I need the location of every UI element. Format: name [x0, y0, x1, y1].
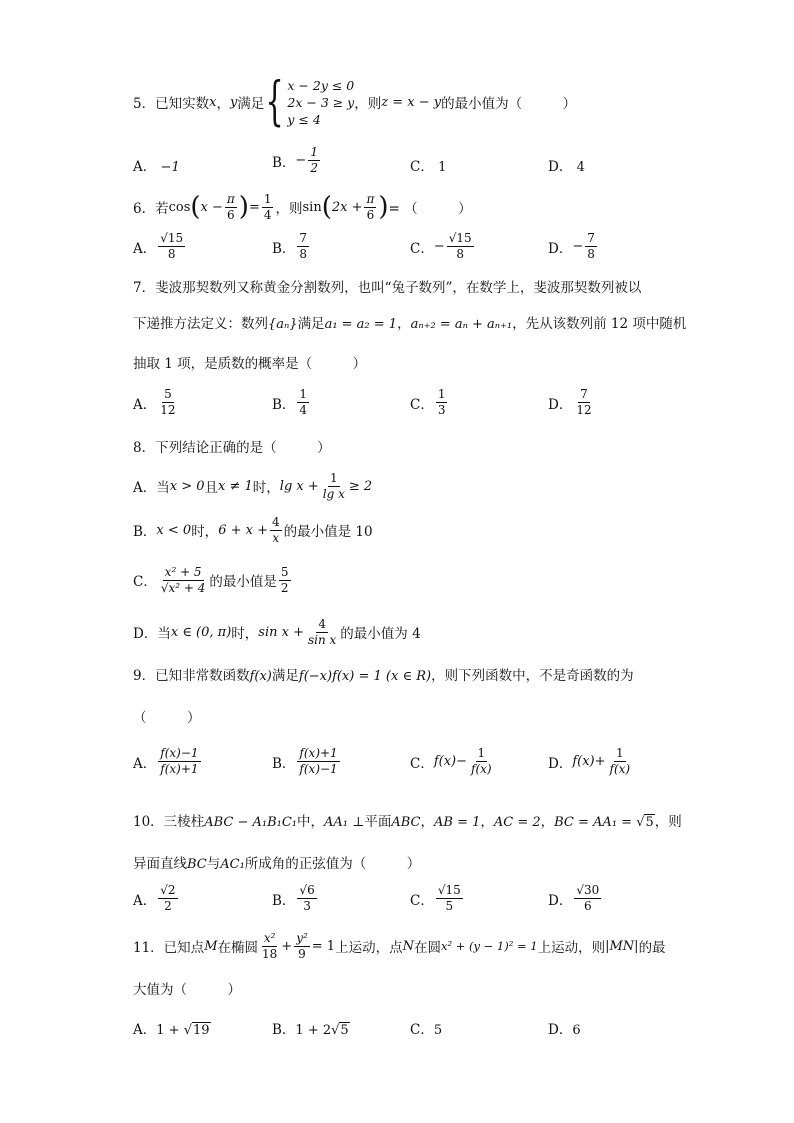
option-value: −1 — [160, 160, 180, 175]
sqrt-icon: √ — [183, 1023, 192, 1038]
option-label: A．当 — [133, 480, 170, 496]
numerator: x² + 5 — [164, 564, 202, 579]
q5-ineq-3: y ≤ 4 — [287, 111, 321, 127]
q6-sin: sin — [302, 199, 322, 215]
numerator: 1 — [310, 145, 318, 159]
q5-stem — [133, 72, 576, 132]
option-label: D． — [548, 755, 573, 772]
q8d-text: 时， — [231, 626, 259, 642]
q10-option-a[interactable] — [133, 883, 180, 914]
denominator: 6 — [366, 207, 375, 222]
option-fraction — [158, 231, 185, 262]
q10-text: ， — [480, 814, 494, 830]
q10-prism: ABC − A₁B₁C₁ — [204, 815, 297, 830]
denominator: 2 — [164, 899, 172, 913]
numerator: f(x)−1 — [160, 746, 199, 760]
numerator: 7 — [299, 231, 308, 245]
option-label: D． — [548, 396, 573, 413]
q8-option-a[interactable] — [133, 466, 372, 506]
denominator: f(x)+1 — [160, 762, 199, 776]
q10-line-ac1: AC₁ — [220, 857, 245, 872]
denominator: 3 — [303, 899, 311, 913]
q5-option-b[interactable] — [272, 145, 322, 176]
q6-suffix: = （ ） — [388, 201, 472, 217]
radicand: 30 — [583, 883, 600, 897]
q6-option-b[interactable] — [272, 231, 311, 262]
q9-paren: （ ） — [133, 710, 201, 726]
sqrt-icon: √ — [160, 231, 168, 245]
q7-text: 满足 — [297, 316, 325, 332]
q8b-expr: 6 + x + — [218, 522, 268, 538]
radicand: 5 — [645, 815, 654, 830]
option-label: D． — [548, 159, 573, 175]
q6-option-d[interactable] — [548, 231, 599, 262]
denominator: 12 — [576, 403, 592, 417]
option-fraction — [574, 387, 593, 418]
sqrt-icon: √ — [160, 580, 169, 595]
q5-brace-icon: { — [265, 72, 284, 132]
q11-option-b[interactable] — [272, 1018, 350, 1038]
option-fraction — [574, 883, 601, 914]
q9-function: f(x) — [249, 669, 272, 684]
denominator: 18 — [262, 946, 278, 961]
q7-option-d[interactable] — [548, 387, 596, 418]
numerator: 7 — [587, 231, 595, 245]
option-label: B． — [133, 524, 157, 540]
option-fraction — [158, 746, 200, 777]
denominator: 8 — [167, 247, 176, 261]
option-label: C． — [410, 892, 434, 909]
numerator: 1 — [437, 387, 446, 401]
option-label: D．当 — [133, 626, 171, 642]
denominator: f(x)−1 — [299, 762, 338, 776]
q5-suffix: 的最小值为（ ） — [441, 96, 577, 112]
option-fraction — [436, 883, 463, 914]
q8b-text: 时， — [191, 524, 219, 540]
q10-text: 异面直线 — [133, 856, 187, 872]
q7-recurrence: aₙ₊₂ = aₙ + aₙ₊₁ — [410, 317, 513, 332]
q8-stem: 8．下列结论正确的是（ ） — [133, 440, 331, 456]
denominator: 2 — [310, 161, 318, 175]
option-label: D． — [548, 1022, 573, 1038]
q8c-text: 的最小值是 — [209, 574, 277, 590]
denominator: 2 — [280, 580, 289, 595]
q6-sin-arg: 2x + — [331, 199, 363, 215]
q11-text: 在椭圆 — [217, 940, 258, 956]
option-fraction — [608, 746, 633, 777]
q5-option-a[interactable] — [133, 155, 180, 175]
q10-ab: AB = 1 — [434, 815, 481, 830]
denominator: 4 — [299, 403, 308, 417]
q10-ac: AC = 2 — [493, 815, 541, 830]
numerator: 1 — [477, 746, 486, 760]
q7-line-1: 7．斐波那契数列又称黄金分割数列，也叫“兔子数列”，在数学上，斐波那契数列被以 — [133, 280, 642, 296]
denominator: 5 — [445, 899, 454, 913]
q6-eq: = — [248, 199, 260, 215]
q7-line-2 — [133, 312, 686, 332]
option-fraction — [158, 883, 177, 914]
left-paren: ( — [321, 192, 332, 222]
denominator: 8 — [587, 247, 595, 261]
option-sign: − — [572, 239, 584, 254]
q5-then: ，则 — [354, 96, 382, 112]
option-fraction — [297, 746, 339, 777]
q11-option-d[interactable] — [548, 1018, 581, 1038]
option-expr: 1 + 2 — [295, 1023, 332, 1038]
q6-option-c[interactable] — [410, 231, 476, 262]
q5-ineq-2: 2x − 3 ≥ y — [287, 94, 355, 110]
numerator: π — [366, 191, 375, 206]
q6-cos: cos — [168, 199, 191, 215]
q9-condition: f(−x)f(x) = 1 (x ∈ R) — [298, 669, 432, 684]
q9-text: 9．已知非常数函数 — [133, 668, 250, 684]
numerator: 1 — [615, 746, 624, 760]
q7-line-3: 抽取 1 项，是质数的概率是（ ） — [133, 356, 367, 372]
q10-bc: BC = AA₁ = — [554, 815, 637, 830]
denominator: lg x — [322, 486, 345, 501]
q7-initial-cond: a₁ = a₂ = 1 — [324, 317, 398, 332]
sqrt-icon: √ — [299, 883, 308, 897]
option-label: A． — [133, 240, 157, 257]
option-expr: 1 + — [156, 1023, 184, 1038]
right-paren: ) — [238, 192, 249, 222]
q11-text: 的最 — [638, 940, 666, 956]
numerator: π — [226, 191, 235, 206]
q8d-expr: sin x + — [258, 624, 304, 640]
q11-ellipse-rhs: = 1 — [311, 938, 336, 954]
denominator: 6 — [583, 899, 592, 913]
q5-sep: ， — [216, 96, 230, 112]
q11-option-a[interactable] — [133, 1018, 211, 1038]
q10-text: 平面 — [364, 814, 392, 830]
q5-mid: 满足 — [237, 96, 265, 112]
q8a-rhs: ≥ 2 — [348, 478, 373, 494]
option-label: C． — [410, 159, 434, 175]
q11-ellipse-y — [294, 931, 310, 962]
q6-rhs — [262, 192, 274, 223]
option-label: C． — [410, 396, 434, 413]
sqrt-icon: √ — [576, 883, 584, 897]
q5-ineq-1: x − 2y ≤ 0 — [287, 77, 355, 93]
q6-stem — [133, 190, 472, 224]
radicand: x² + 4 — [168, 580, 206, 595]
option-label: B． — [272, 755, 296, 772]
option-fraction — [297, 387, 309, 418]
option-fraction — [469, 746, 494, 777]
q8-option-c[interactable] — [133, 558, 293, 602]
option-fraction — [308, 145, 320, 176]
option-label: C． — [410, 1022, 434, 1038]
q5-option-d[interactable] — [548, 155, 585, 175]
q8d-text: 的最小值为 4 — [340, 626, 421, 642]
option-label: A． — [133, 892, 157, 909]
q11-line-2: 大值为（ ） — [133, 982, 241, 998]
q8b-text: 的最小值是 10 — [283, 524, 373, 540]
option-expr: f(x)+ — [572, 754, 606, 769]
option-value: 6 — [572, 1023, 581, 1038]
q9-option-d[interactable] — [548, 746, 634, 777]
radicand: 15 — [167, 231, 184, 245]
option-label: B． — [272, 1022, 296, 1038]
q9-option-c[interactable] — [410, 746, 496, 777]
sqrt-icon: √ — [636, 815, 645, 830]
numerator: x² — [263, 930, 276, 945]
option-label: A． — [133, 755, 157, 772]
sqrt-icon: √ — [437, 883, 446, 897]
denominator: 9 — [298, 946, 306, 961]
q10-text: 与 — [206, 856, 221, 872]
numerator: y² — [296, 930, 308, 945]
q10-line-2 — [133, 852, 420, 872]
q10-text: 中， — [297, 814, 324, 830]
q10-text: ，则 — [654, 814, 682, 830]
q8a-fraction — [321, 471, 347, 502]
denominator: 4 — [263, 207, 272, 222]
q10-text: ， — [540, 814, 555, 830]
q11-text: 上运动，则 — [537, 940, 606, 956]
radicand: 6 — [307, 883, 315, 897]
q8-option-d[interactable] — [133, 612, 421, 652]
q10-option-c[interactable] — [410, 883, 465, 914]
option-label: D． — [548, 892, 573, 909]
q11-text: 11．已知点 — [133, 940, 205, 956]
option-sign: − — [295, 153, 307, 168]
q5-var-y: y — [229, 94, 238, 110]
q9-stem — [133, 664, 634, 684]
q10-option-b[interactable] — [272, 883, 319, 914]
q8a-cond: x ≠ 1 — [218, 478, 253, 494]
numerator: 5 — [280, 564, 289, 579]
option-expr: f(x)− — [433, 754, 468, 769]
numerator: 4 — [271, 514, 280, 529]
denominator: 12 — [160, 403, 176, 417]
option-label: B． — [272, 892, 296, 909]
denominator: 8 — [456, 247, 465, 261]
q10-line-bc: BC — [187, 857, 207, 872]
option-fraction — [297, 231, 309, 262]
q6-prefix: 6．若 — [133, 201, 169, 217]
q7-sequence: {aₙ} — [268, 317, 298, 332]
q7-option-a[interactable] — [133, 387, 180, 418]
q10-text: ， — [420, 814, 434, 830]
q10-plane: ABC — [391, 815, 421, 830]
denominator: 3 — [437, 403, 446, 417]
q7-text: 下递推方法定义：数列 — [133, 316, 268, 332]
option-fraction — [585, 231, 597, 262]
right-paren: ) — [378, 192, 389, 222]
q7-text: ，先从该数列前 12 项中随机 — [512, 316, 687, 332]
q9-option-a[interactable] — [133, 746, 203, 777]
option-label: B． — [272, 240, 296, 257]
option-fraction — [447, 231, 474, 262]
radicand: 19 — [192, 1023, 210, 1038]
q8d-fraction — [306, 617, 338, 648]
numerator: 1 — [329, 470, 338, 485]
numerator: 4 — [318, 616, 326, 631]
q10-perp: AA₁ ⊥ — [324, 815, 365, 830]
q5-option-c[interactable] — [410, 155, 446, 175]
q8b-cond: x < 0 — [156, 522, 192, 538]
q10-text: 所成角的正弦值为（ ） — [244, 856, 421, 872]
q5-var-x: x — [209, 94, 217, 110]
denominator: sin x — [307, 632, 337, 647]
q7-option-c[interactable] — [410, 387, 449, 418]
option-label: C． — [410, 755, 434, 772]
q11-ellipse-x — [260, 931, 279, 962]
q8c-answer — [279, 565, 291, 596]
sqrt-icon: √ — [448, 231, 457, 245]
option-fraction — [158, 387, 177, 418]
option-value: 4 — [576, 160, 585, 175]
numerator: 7 — [580, 387, 588, 401]
q11-point-m: M — [204, 938, 218, 954]
sqrt-icon: √ — [160, 883, 168, 897]
numerator: f(x)+1 — [299, 746, 338, 760]
q5-objective: z = x − y — [381, 94, 442, 110]
q10-option-d[interactable] — [548, 883, 603, 914]
q11-option-c[interactable] — [410, 1018, 442, 1038]
q7-option-b[interactable] — [272, 387, 311, 418]
numerator: 1 — [263, 191, 272, 206]
q6-then: ，则 — [275, 201, 303, 217]
option-label: A． — [133, 1022, 157, 1038]
q6-pi-over-6 — [225, 192, 237, 223]
option-label: A． — [133, 396, 157, 413]
denominator: 6 — [227, 207, 235, 222]
q10-stem — [133, 810, 682, 830]
denominator: 8 — [299, 247, 308, 261]
option-label: B． — [272, 154, 296, 171]
q8a-expr: lg x + — [279, 478, 319, 494]
q8a-text: 且 — [204, 480, 219, 496]
option-label: A． — [133, 159, 157, 175]
q11-distance: |MN| — [605, 938, 639, 954]
q8c-fraction — [159, 565, 208, 596]
left-paren: ( — [190, 192, 201, 222]
q6-pi-over-6b — [364, 192, 376, 223]
q5-prefix: 5．已知实数 — [133, 96, 210, 112]
option-label: C． — [133, 574, 157, 590]
numerator: 5 — [164, 387, 172, 401]
q11-circle: x² + (y − 1)² = 1 — [440, 939, 538, 953]
q8a-cond: x > 0 — [169, 478, 205, 494]
option-label: B． — [272, 396, 296, 413]
q8-option-b[interactable] — [133, 510, 373, 550]
denominator: f(x) — [471, 762, 492, 776]
denominator: f(x) — [609, 762, 631, 776]
numerator: 1 — [299, 387, 308, 401]
sqrt-icon: √ — [331, 1023, 340, 1038]
option-fraction — [297, 883, 316, 914]
radicand: 2 — [167, 883, 176, 897]
q6-cos-arg: x − — [200, 199, 223, 215]
denominator: x — [272, 530, 280, 545]
option-value: 1 — [438, 160, 447, 175]
q10-text: 10．三棱柱 — [133, 814, 205, 830]
q11-stem — [133, 926, 666, 966]
q11-point-n: N — [402, 938, 414, 954]
q11-text: 在圆 — [413, 940, 441, 956]
option-sign: − — [433, 239, 445, 254]
q9-text: 满足 — [271, 668, 299, 684]
q6-option-a[interactable] — [133, 231, 187, 262]
q8b-fraction — [270, 515, 282, 546]
q9-text: ，则下列函数中，不是奇函数的为 — [431, 668, 634, 684]
q5-system — [287, 77, 354, 128]
option-value: 5 — [433, 1023, 443, 1038]
q11-plus: + — [281, 938, 293, 954]
option-fraction — [436, 387, 448, 418]
q7-text: ， — [397, 316, 411, 332]
radicand: 5 — [340, 1023, 349, 1038]
option-label: D． — [548, 240, 573, 257]
radicand: 15 — [456, 231, 472, 245]
q8d-cond: x ∈ (0, π) — [170, 624, 232, 640]
q11-text: 上运动，点 — [335, 940, 403, 956]
radicand: 15 — [445, 883, 461, 897]
q8a-text: 时， — [252, 480, 280, 496]
option-label: C． — [410, 240, 434, 257]
q9-option-b[interactable] — [272, 746, 342, 777]
